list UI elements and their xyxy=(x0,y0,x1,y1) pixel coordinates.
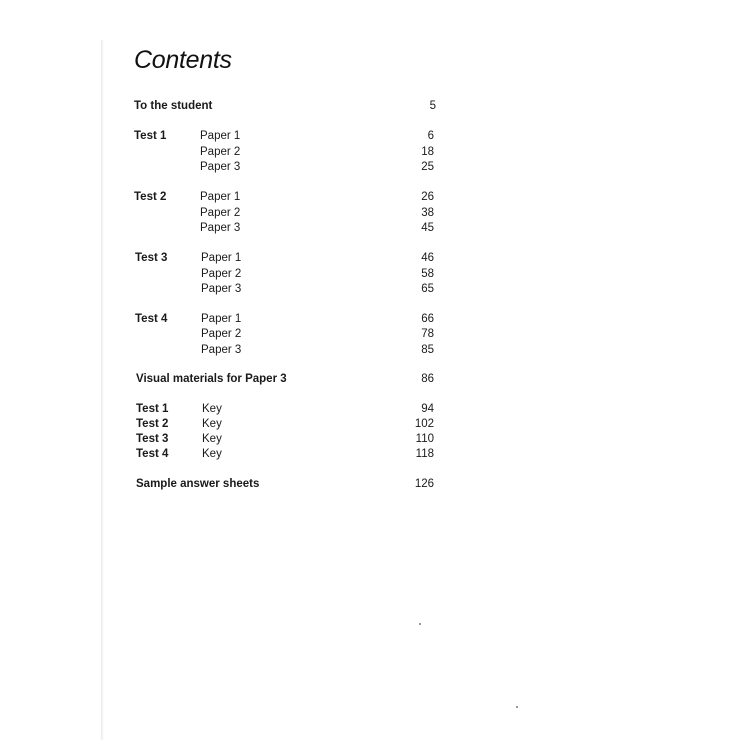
toc-sublabel: Paper 3 xyxy=(201,283,242,295)
toc-entry-test3-paper1 xyxy=(135,251,437,266)
toc-sublabel: Paper 1 xyxy=(200,130,241,142)
toc-page-number: 66 xyxy=(421,313,434,325)
toc-entry-test1-key xyxy=(136,402,438,417)
toc-entry-test2-paper3 xyxy=(134,221,436,236)
toc-page-number: 118 xyxy=(415,448,434,460)
toc-sublabel: Paper 2 xyxy=(201,328,242,340)
page-title: Contents xyxy=(134,46,232,74)
toc-sublabel: Key xyxy=(202,433,222,445)
toc-label: Test 3 xyxy=(135,252,168,264)
toc-label: Test 3 xyxy=(136,433,169,445)
toc-page-number: 85 xyxy=(421,344,434,356)
toc-page-number: 126 xyxy=(414,478,434,490)
toc-entry-test4-paper1 xyxy=(135,312,437,327)
toc-entry-test4-key xyxy=(136,447,438,462)
toc-label: Visual materials for Paper 3 xyxy=(136,373,287,385)
toc-page-number: 38 xyxy=(421,207,434,219)
toc-label: Test 4 xyxy=(135,313,168,325)
toc-label: Test 1 xyxy=(134,130,167,142)
toc-label: Test 1 xyxy=(136,403,169,415)
toc-label: To the student xyxy=(134,100,213,112)
toc-page-number: 86 xyxy=(421,373,434,385)
toc-sublabel: Key xyxy=(202,418,222,430)
toc-page-number: 6 xyxy=(427,130,434,142)
toc-entry-test2-paper1 xyxy=(134,190,436,205)
toc-sublabel: Paper 1 xyxy=(201,252,242,264)
page-edge-shadow xyxy=(101,40,104,740)
toc-page-number: 26 xyxy=(421,191,434,203)
toc-page-number: 46 xyxy=(421,252,434,264)
toc-sublabel: Paper 1 xyxy=(200,191,241,203)
toc-sublabel: Paper 2 xyxy=(200,207,241,219)
toc-entry-intro xyxy=(134,99,436,114)
toc-entry-test2-paper2 xyxy=(134,206,436,221)
toc-page-number: 102 xyxy=(414,418,434,430)
scan-speck xyxy=(419,623,421,625)
toc-sublabel: Paper 2 xyxy=(200,146,241,158)
toc-entry-test1-paper2 xyxy=(134,145,436,160)
toc-sublabel: Paper 3 xyxy=(200,161,241,173)
toc-entry-sample-answer-sheets xyxy=(136,477,438,492)
toc-page-number: 78 xyxy=(421,328,434,340)
toc-sublabel: Paper 3 xyxy=(200,222,241,234)
toc-entry-test3-key xyxy=(136,432,438,447)
toc-page-number: 5 xyxy=(429,100,436,112)
toc-label: Test 4 xyxy=(136,448,169,460)
toc-page-number: 65 xyxy=(421,283,434,295)
toc-label: Test 2 xyxy=(134,191,167,203)
toc-sublabel: Paper 3 xyxy=(201,344,242,356)
toc-entry-test3-paper2 xyxy=(135,267,437,282)
toc-entry-visual-materials xyxy=(136,372,438,387)
toc-sublabel: Key xyxy=(202,403,222,415)
toc-page-number: 45 xyxy=(421,222,434,234)
toc-entry-test3-paper3 xyxy=(135,282,437,297)
scan-speck xyxy=(516,706,518,708)
toc-page-number: 94 xyxy=(421,403,434,415)
toc-page-number: 110 xyxy=(415,433,434,445)
toc-page-number: 25 xyxy=(421,161,434,173)
toc-page-number: 58 xyxy=(421,268,434,280)
toc-label: Sample answer sheets xyxy=(136,478,260,490)
toc-entry-test1-paper3 xyxy=(134,160,436,175)
toc-page-number: 18 xyxy=(421,146,434,158)
toc-sublabel: Paper 1 xyxy=(201,313,242,325)
toc-sublabel: Key xyxy=(202,448,222,460)
toc-label: Test 2 xyxy=(136,418,169,430)
toc-sublabel: Paper 2 xyxy=(201,268,242,280)
toc-entry-test2-key xyxy=(136,417,438,432)
toc-entry-test4-paper3 xyxy=(135,343,437,358)
toc-entry-test4-paper2 xyxy=(135,327,437,342)
toc-entry-test1-paper1 xyxy=(134,129,436,144)
